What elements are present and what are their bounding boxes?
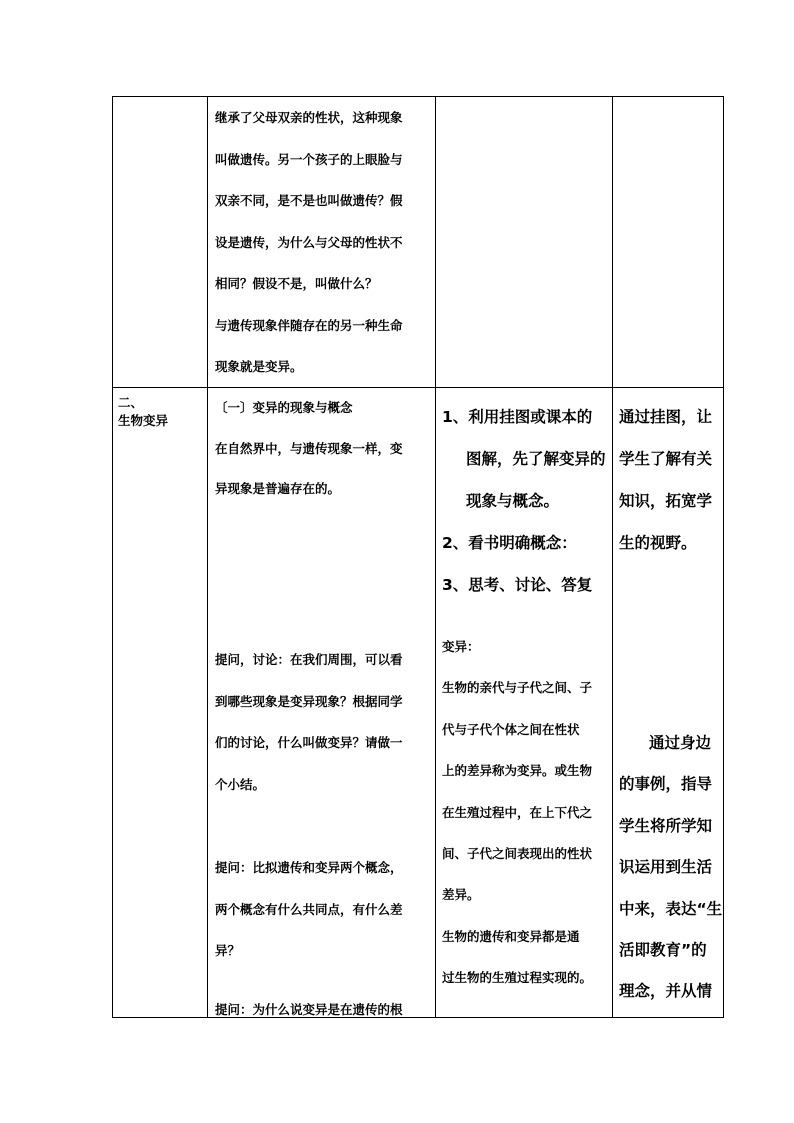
column-divider-2: [435, 96, 436, 1018]
text-line: 叫做遗传。另一个孩子的上眼脸与: [215, 151, 403, 167]
intent-line: 通过挂图，让: [619, 408, 713, 426]
text-line: 们的讨论，什么叫做变异？请做一: [215, 735, 403, 750]
definition-line: 生物的亲代与子代之间、子: [442, 680, 593, 696]
definition-line: 过生物的生殖过程实现的。: [442, 970, 593, 986]
table-border-left: [112, 96, 113, 1018]
text-line: 异？: [215, 943, 241, 958]
activity-step: 现象与概念。: [466, 492, 560, 510]
text-line: 设是遗传，为什么与父母的性状不: [215, 234, 403, 250]
definition-line: 间、子代之间表现出的性状: [442, 846, 593, 862]
intent-line: 学生了解有关: [619, 450, 713, 468]
text-line: 继承了父母双亲的性状，这种现象: [215, 110, 403, 125]
intent-line: 知识，拓宽学: [619, 492, 713, 510]
text-line: 异现象是普遍存在的。: [215, 481, 341, 496]
intent-line: 中来，表达“生: [619, 899, 723, 918]
subsection-heading: 〔一〕变异的现象与概念: [215, 400, 353, 415]
text-line: 提问，讨论：在我们周围，可以看: [215, 652, 403, 667]
text-line: 个小结。: [215, 776, 266, 792]
definition-line: 生物的遗传和变异都是通: [442, 928, 580, 944]
row1-teacher-cell: [215, 104, 433, 381]
text-line: 双亲不同，是不是也叫做遗传？假: [215, 193, 403, 208]
text-line: 与遗传现象伴随存在的另一种生命: [215, 317, 403, 333]
design-intent-cell-2: [619, 723, 721, 1013]
column-divider-3: [612, 96, 613, 1018]
intent-line: 通过身边: [649, 734, 712, 752]
discussion-question-2: [215, 854, 433, 965]
section-number: 二、: [118, 395, 144, 410]
intent-line: 识运用到生活: [619, 858, 713, 877]
discussion-question-1: [215, 646, 433, 798]
student-activity-cell: [442, 396, 610, 606]
text-line: 在自然界中，与遗传现象一样，变: [215, 440, 403, 456]
text-line: 到哪些现象是变异现象？根据同学: [215, 693, 403, 709]
teacher-activity-cell: [215, 394, 433, 503]
definition-line: 代与子代个体之间在性状: [442, 721, 580, 737]
intent-line: 活即教育”的: [619, 941, 707, 960]
definition-line: 在生殖过程中，在上下代之: [442, 804, 593, 820]
intent-line: 的事例，指导: [619, 775, 713, 794]
table-border-top: [112, 96, 724, 97]
discussion-question-3: [215, 996, 433, 1024]
text-line: 相同？假设不是，叫做什么？: [215, 276, 378, 291]
text-line: 提问：为什么说变异是在遗传的根: [215, 1002, 403, 1017]
intent-line: 理念，并从情: [619, 982, 713, 1001]
intent-line: 学生将所学知: [619, 816, 713, 835]
table-border-right: [723, 96, 724, 1018]
text-line: 提问：比拟遗传和变异两个概念，: [215, 860, 403, 875]
column-divider-1: [207, 96, 208, 1018]
definition-line: 上的差异称为变异。或生物: [442, 763, 593, 779]
activity-step: 图解，先了解变异的: [466, 450, 606, 468]
text-line: 两个概念有什么共同点，有什么差: [215, 901, 403, 917]
definition-line: 差异。: [442, 887, 480, 903]
section-label-cell: [118, 394, 204, 430]
definition-cell: [442, 626, 610, 999]
row-divider: [112, 387, 724, 388]
definition-heading: 变异：: [442, 639, 480, 654]
activity-step: 1、利用挂图或课本的: [442, 408, 593, 426]
activity-step: 3、思考、讨论、答复: [442, 576, 593, 594]
activity-step: 2、看书明确概念：: [442, 534, 577, 552]
intent-line: 生的视野。: [619, 534, 697, 552]
lesson-table: [112, 96, 724, 1018]
text-line: 现象就是变异。: [215, 359, 303, 374]
section-title: 生物变异: [118, 413, 169, 428]
design-intent-cell: [619, 396, 721, 564]
